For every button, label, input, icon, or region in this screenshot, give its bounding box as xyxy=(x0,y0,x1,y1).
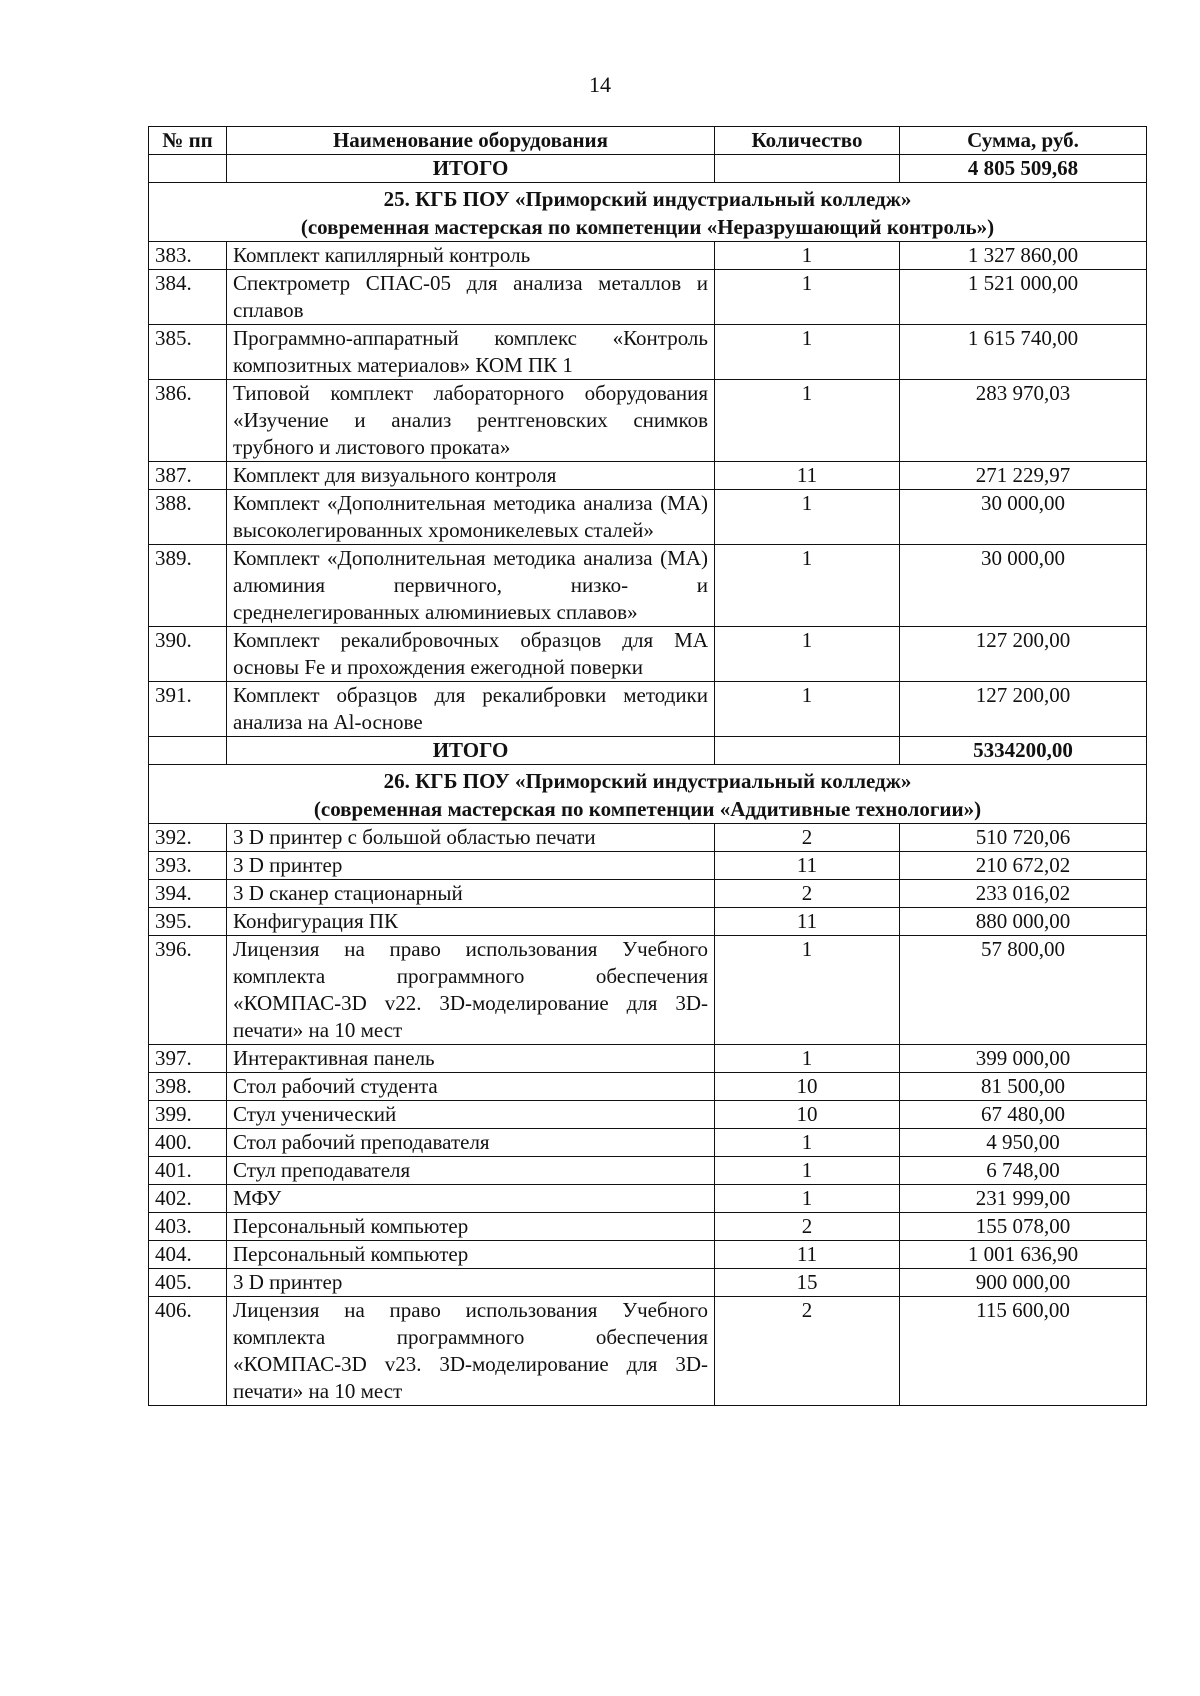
table-row xyxy=(149,824,1147,852)
table-row xyxy=(149,1269,1147,1297)
item-sum: 1 001 636,90 xyxy=(900,1241,1147,1269)
item-quantity: 1 xyxy=(715,1185,900,1213)
item-sum: 231 999,00 xyxy=(900,1185,1147,1213)
item-quantity: 10 xyxy=(715,1101,900,1129)
section-25-title: 25. КГБ ПОУ «Приморский индустриальный колледж» xyxy=(383,187,912,211)
table-row xyxy=(149,1045,1147,1073)
item-number: 388. xyxy=(149,490,227,545)
table-row xyxy=(149,936,1147,1045)
table-row xyxy=(149,1297,1147,1406)
item-quantity: 1 xyxy=(715,242,900,270)
header-quantity: Количество xyxy=(715,127,900,155)
item-name: Программно-аппаратный комплекс «Контроль композитных материалов» КОМ ПК 1 xyxy=(227,325,715,380)
table-row xyxy=(149,462,1147,490)
item-quantity: 2 xyxy=(715,1213,900,1241)
item-sum: 67 480,00 xyxy=(900,1101,1147,1129)
table-row xyxy=(149,490,1147,545)
item-name: Персональный компьютер xyxy=(227,1241,715,1269)
item-name: Комплект образцов для рекалибровки методики анализа на Al-основе xyxy=(227,682,715,737)
total-sum: 4 805 509,68 xyxy=(900,155,1147,183)
item-name: 3 D принтер xyxy=(227,1269,715,1297)
table-row xyxy=(149,1241,1147,1269)
item-quantity: 1 xyxy=(715,380,900,462)
equipment-table xyxy=(148,126,1147,1406)
item-quantity: 1 xyxy=(715,1045,900,1073)
item-quantity: 1 xyxy=(715,627,900,682)
item-quantity: 1 xyxy=(715,490,900,545)
item-name: 3 D принтер с большой областью печати xyxy=(227,824,715,852)
item-name: 3 D сканер стационарный xyxy=(227,880,715,908)
section-26-heading xyxy=(149,765,1147,824)
item-number: 403. xyxy=(149,1213,227,1241)
item-sum: 283 970,03 xyxy=(900,380,1147,462)
table-row xyxy=(149,1101,1147,1129)
table-row xyxy=(149,627,1147,682)
table-row xyxy=(149,682,1147,737)
item-name: Стул преподавателя xyxy=(227,1157,715,1185)
table-row xyxy=(149,1129,1147,1157)
item-name: Комплект капиллярный контроль xyxy=(227,242,715,270)
item-name: Комплект «Дополнительная методика анализа (МА) высоколегированных хромоникелевых сталей» xyxy=(227,490,715,545)
item-name: Интерактивная панель xyxy=(227,1045,715,1073)
item-quantity: 1 xyxy=(715,682,900,737)
item-number: 386. xyxy=(149,380,227,462)
item-sum: 1 615 740,00 xyxy=(900,325,1147,380)
total-empty-cell xyxy=(715,737,900,765)
item-name: Комплект «Дополнительная методика анализа (МА) алюминия первичного, низко- и среднелегированных алюминиевых сплавов» xyxy=(227,545,715,627)
item-name: Стул ученический xyxy=(227,1101,715,1129)
item-number: 400. xyxy=(149,1129,227,1157)
item-quantity: 1 xyxy=(715,1129,900,1157)
item-sum: 81 500,00 xyxy=(900,1073,1147,1101)
section-25-heading xyxy=(149,183,1147,242)
total-empty-cell xyxy=(715,155,900,183)
item-name: Комплект для визуального контроля xyxy=(227,462,715,490)
item-quantity: 1 xyxy=(715,270,900,325)
item-sum: 6 748,00 xyxy=(900,1157,1147,1185)
item-number: 393. xyxy=(149,852,227,880)
table-row xyxy=(149,380,1147,462)
table-row xyxy=(149,325,1147,380)
item-name: Комплект рекалибровочных образцов для МА основы Fe и прохождения ежегодной поверки xyxy=(227,627,715,682)
item-number: 405. xyxy=(149,1269,227,1297)
item-sum: 30 000,00 xyxy=(900,490,1147,545)
table-row xyxy=(149,545,1147,627)
page-number: 14 xyxy=(589,72,611,97)
item-sum: 900 000,00 xyxy=(900,1269,1147,1297)
item-sum: 210 672,02 xyxy=(900,852,1147,880)
item-number: 385. xyxy=(149,325,227,380)
item-quantity: 1 xyxy=(715,545,900,627)
item-number: 395. xyxy=(149,908,227,936)
item-name: Конфигурация ПК xyxy=(227,908,715,936)
item-name: МФУ xyxy=(227,1185,715,1213)
top-total-row xyxy=(149,155,1147,183)
section-25-subtitle: (современная мастерская по компетенции «Неразрушающий контроль») xyxy=(300,215,995,239)
item-sum: 115 600,00 xyxy=(900,1297,1147,1406)
item-number: 394. xyxy=(149,880,227,908)
item-sum: 57 800,00 xyxy=(900,936,1147,1045)
item-name: Типовой комплект лабораторного оборудования «Изучение и анализ рентгеновских снимков трубного и листового проката» xyxy=(227,380,715,462)
item-quantity: 2 xyxy=(715,880,900,908)
item-number: 383. xyxy=(149,242,227,270)
item-name: Персональный компьютер xyxy=(227,1213,715,1241)
item-number: 392. xyxy=(149,824,227,852)
item-sum: 1 521 000,00 xyxy=(900,270,1147,325)
item-name: Лицензия на право использования Учебного комплекта программного обеспечения «КОМПАС-3D v22. 3D-моделирование для 3D-печати» на 10 мест xyxy=(227,936,715,1045)
item-quantity: 11 xyxy=(715,462,900,490)
item-number: 384. xyxy=(149,270,227,325)
item-sum: 1 327 860,00 xyxy=(900,242,1147,270)
table-row xyxy=(149,270,1147,325)
item-sum: 4 950,00 xyxy=(900,1129,1147,1157)
table-row xyxy=(149,1185,1147,1213)
item-sum: 399 000,00 xyxy=(900,1045,1147,1073)
item-quantity: 1 xyxy=(715,1157,900,1185)
item-sum: 880 000,00 xyxy=(900,908,1147,936)
item-quantity: 11 xyxy=(715,1241,900,1269)
total-empty-cell xyxy=(149,737,227,765)
item-number: 404. xyxy=(149,1241,227,1269)
section-26-subtitle: (современная мастерская по компетенции «Аддитивные технологии») xyxy=(313,797,982,821)
total-empty-cell xyxy=(149,155,227,183)
total-label: ИТОГО xyxy=(227,737,715,765)
item-sum: 30 000,00 xyxy=(900,545,1147,627)
item-sum: 510 720,06 xyxy=(900,824,1147,852)
header-sum: Сумма, руб. xyxy=(900,127,1147,155)
item-number: 387. xyxy=(149,462,227,490)
section-26-header xyxy=(149,765,1147,824)
item-number: 391. xyxy=(149,682,227,737)
table-header-row xyxy=(149,127,1147,155)
item-quantity: 1 xyxy=(715,936,900,1045)
item-sum: 127 200,00 xyxy=(900,682,1147,737)
item-number: 396. xyxy=(149,936,227,1045)
section-26-title: 26. КГБ ПОУ «Приморский индустриальный колледж» xyxy=(383,769,912,793)
item-quantity: 2 xyxy=(715,1297,900,1406)
item-name: Лицензия на право использования Учебного комплекта программного обеспечения «КОМПАС-3D v23. 3D-моделирование для 3D-печати» на 10 мест xyxy=(227,1297,715,1406)
item-number: 402. xyxy=(149,1185,227,1213)
item-number: 389. xyxy=(149,545,227,627)
section-25-header xyxy=(149,183,1147,242)
item-number: 406. xyxy=(149,1297,227,1406)
item-sum: 271 229,97 xyxy=(900,462,1147,490)
item-quantity: 10 xyxy=(715,1073,900,1101)
header-number: № пп xyxy=(149,127,227,155)
item-number: 398. xyxy=(149,1073,227,1101)
table-row xyxy=(149,880,1147,908)
item-sum: 127 200,00 xyxy=(900,627,1147,682)
item-quantity: 1 xyxy=(715,325,900,380)
item-name: Стол рабочий преподавателя xyxy=(227,1129,715,1157)
item-sum: 155 078,00 xyxy=(900,1213,1147,1241)
table-row xyxy=(149,1213,1147,1241)
item-number: 401. xyxy=(149,1157,227,1185)
header-name: Наименование оборудования xyxy=(227,127,715,155)
section-25-total-row xyxy=(149,737,1147,765)
item-quantity: 2 xyxy=(715,824,900,852)
item-name: Стол рабочий студента xyxy=(227,1073,715,1101)
table-row xyxy=(149,1157,1147,1185)
item-name: 3 D принтер xyxy=(227,852,715,880)
item-sum: 233 016,02 xyxy=(900,880,1147,908)
item-quantity: 11 xyxy=(715,852,900,880)
item-number: 397. xyxy=(149,1045,227,1073)
table-row xyxy=(149,852,1147,880)
item-number: 399. xyxy=(149,1101,227,1129)
item-name: Спектрометр СПАС-05 для анализа металлов и сплавов xyxy=(227,270,715,325)
total-sum: 5334200,00 xyxy=(900,737,1147,765)
item-quantity: 11 xyxy=(715,908,900,936)
item-number: 390. xyxy=(149,627,227,682)
table-row xyxy=(149,908,1147,936)
total-label: ИТОГО xyxy=(227,155,715,183)
table-row xyxy=(149,1073,1147,1101)
item-quantity: 15 xyxy=(715,1269,900,1297)
table-row xyxy=(149,242,1147,270)
